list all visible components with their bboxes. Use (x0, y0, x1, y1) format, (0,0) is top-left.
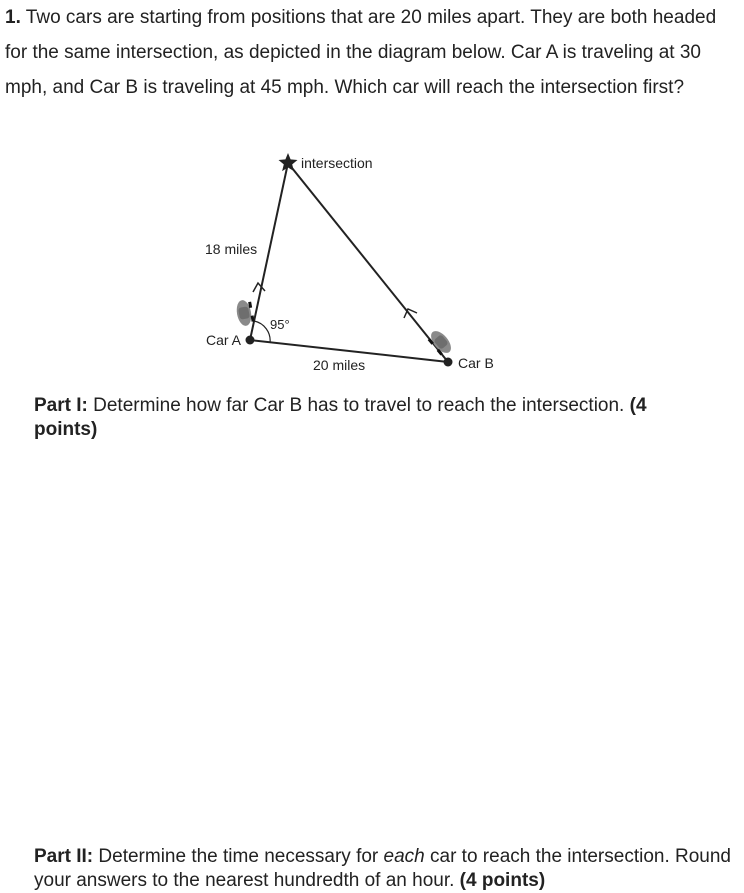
car-b-icon (426, 328, 455, 358)
part-two-emphasis: each (383, 846, 425, 867)
part-one-points: (4 points) (34, 395, 647, 440)
triangle-diagram (0, 0, 744, 392)
intersection-label: intersection (301, 155, 373, 171)
part-two-text-after: car to reach the intersection. Round your answers to the nearest hundredth of an hour. (34, 846, 732, 891)
angle-label: 95° (270, 317, 290, 332)
side-a-length-label: 18 miles (205, 241, 258, 257)
question-body: Two cars are starting from positions that are 20 miles apart. They are both headed for the same intersection, as depicted in the diagram below. Car A is traveling at 30 mph, and Car B is traveling at 45 mph. Which car will reach the intersection first? (5, 7, 717, 98)
angle-arc (254, 321, 270, 343)
car-a-icon (235, 299, 255, 327)
side-car-b-to-intersection (288, 163, 448, 362)
side-b-length-label: 20 miles (313, 357, 366, 373)
car-b-label: Car B (458, 355, 494, 371)
part-two-prompt (34, 845, 734, 893)
car-a-point (246, 336, 255, 345)
part-two-label: Part II: (34, 846, 94, 867)
arrow-head-car-a-icon (253, 283, 265, 292)
intersection-star-icon (279, 153, 298, 171)
part-one-text: Determine how far Car B has to travel to reach the intersection. (87, 395, 630, 416)
part-two-points: (4 points) (459, 870, 546, 891)
car-b-point (444, 358, 453, 367)
part-two-text-before: Determine the time necessary for (93, 846, 384, 867)
car-a-label: Car A (206, 332, 242, 348)
part-one-prompt (34, 394, 714, 442)
question-number: 1. (5, 7, 21, 28)
part-one-label: Part I: (34, 395, 88, 416)
